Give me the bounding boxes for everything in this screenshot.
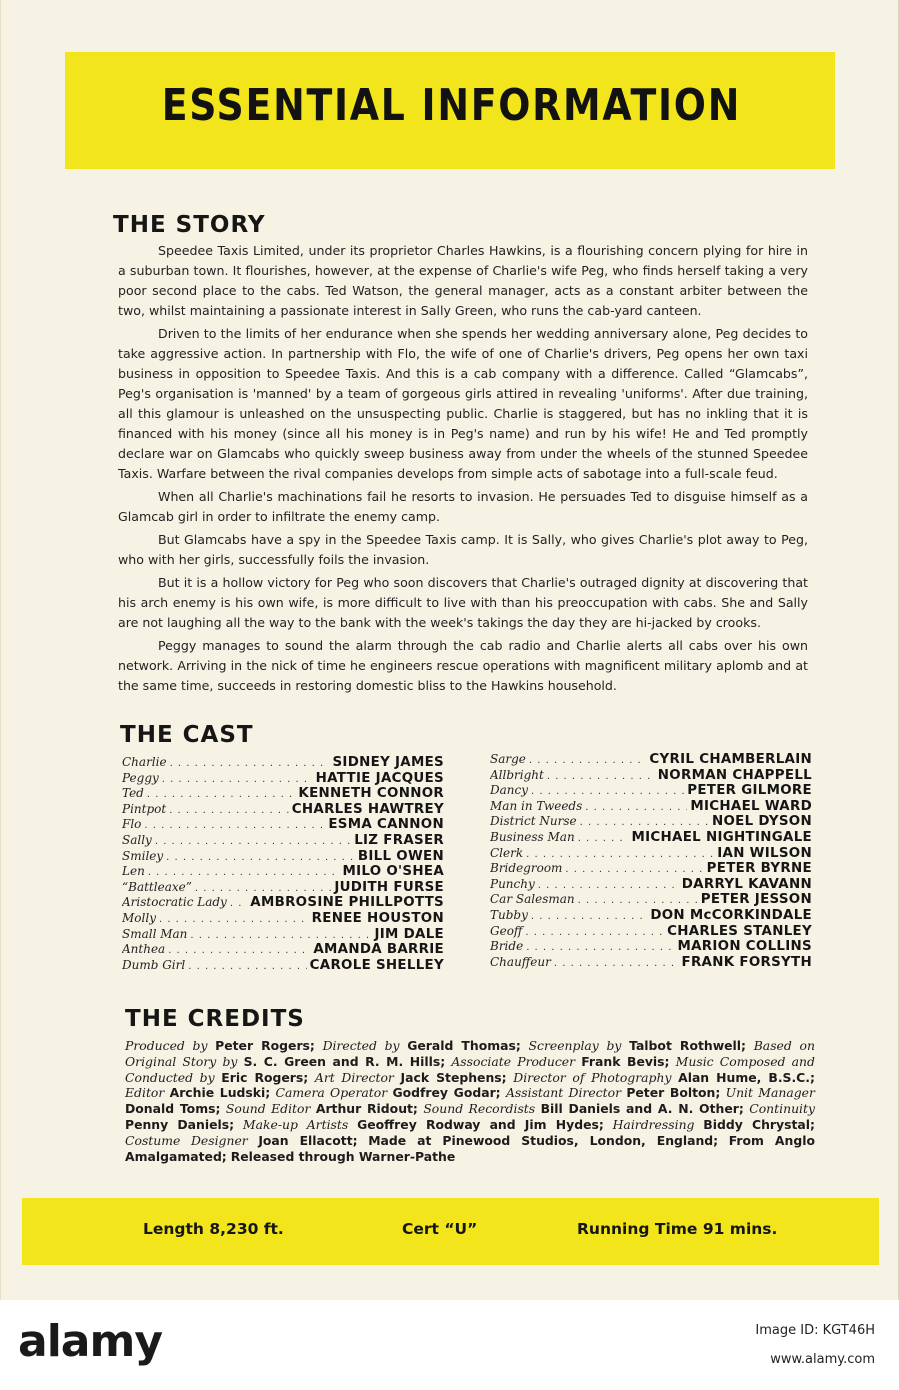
cast-actor: HATTIE JACQUES [315,770,444,786]
credits-heading: THE CREDITS [125,1006,305,1032]
dot-leader [195,883,331,894]
credit-role: Costume Designer [125,1132,248,1148]
credit-role: Hairdressing [612,1116,695,1132]
cast-list-left [122,755,444,973]
cast-role: Smiley [122,848,164,863]
cast-row [122,771,444,787]
dot-leader [526,942,674,953]
cast-actor: AMBROSINE PHILLPOTTS [250,895,444,911]
cast-row [122,864,444,880]
cast-role: Man in Tweeds [490,798,583,813]
credits-body [125,1038,815,1164]
dot-leader [531,911,647,922]
cast-row [122,911,444,927]
credit-name: Jack Stephens; [400,1069,507,1085]
cast-actor: RENEE HOUSTON [311,910,444,926]
cast-role: Business Man [490,829,575,844]
credit-name: Frank Bevis; [581,1053,670,1069]
cast-role: District Nurse [490,814,577,829]
cast-role: Molly [122,910,156,925]
cast-row [122,755,444,771]
watermark-image-id: Image ID: KGT46H [755,1323,875,1338]
cast-actor: ESMA CANNON [328,817,444,833]
dot-leader [578,895,698,906]
credit-name: From Anglo Amalgamated; [125,1132,815,1164]
story-paragraph: Driven to the limits of her endurance when she spends her wedding anniversary alone, Peg decides to take aggressive action. In partnership with Flo, the wife of one of Charlie's drivers, Peg opens her own taxi business in opposition to Speedee Taxis. And this is a cab company with a difference. Called “Glamcabs”, Peg's organisation is 'manned' by a team of gorgeous girls attired in revealing 'uniforms'. After due training, all this glamour is unleashed on the unsuspecting public. Charlie is staggered, but has no inkling that it is financed with his money (since all his money is in Peg's name) and run by his wife! He and Ted promptly declare war on Glamcabs who quickly sweep business away from under the wheels of the stunned Speedee Taxis. Warfare between the rival companies develops from simple acts of sabotage into a full-scale feud. [118,326,808,481]
dot-leader [554,958,679,969]
cast-actor: BILL OWEN [357,848,444,864]
cast-actor: KENNETH CONNOR [298,786,444,802]
credit-name: Biddy Chrystal; [703,1116,815,1132]
credit-role: Make-up Artists [242,1116,349,1132]
story-paragraph: Peggy manages to sound the alarm through the cab radio and Charlie alerts all cabs over his own network. Arriving in the nick of time he engineers rescue operations with magnificent military aplomb and at the same time, succeeds in restoring domestic bliss to the Hawkins household. [118,638,808,693]
cast-row [490,814,812,830]
story-heading: THE STORY [113,212,266,238]
credit-role: Produced by [125,1038,208,1053]
cast-row [490,768,812,784]
cast-heading: THE CAST [120,722,254,748]
cast-actor: DON McCORKINDALE [650,907,812,923]
cast-list-right [490,752,812,970]
cast-actor: CHARLES STANLEY [667,923,812,939]
cast-row [122,849,444,865]
cast-role: Bride [490,939,524,954]
cast-row [122,958,444,974]
credit-name: Talbot Rothwell; [629,1038,747,1053]
credit-name: Archie Ludski; [169,1085,271,1101]
cast-actor: PETER GILMORE [687,783,812,799]
cast-actor: MICHAEL WARD [690,798,812,814]
cast-role: Pintpot [122,801,167,816]
cast-role: Charlie [122,755,167,769]
credit-name: Made at Pinewood Studios, London, England; [368,1132,719,1148]
cast-row [122,817,444,833]
dot-leader [190,930,371,941]
credit-name: Eric Rogers; [221,1069,309,1085]
cast-role: Anthea [122,942,166,957]
cast-actor: SIDNEY JAMES [332,755,444,770]
cast-row [490,877,812,893]
watermark-url: www.alamy.com [770,1352,875,1367]
cast-row [122,786,444,802]
credit-role: Editor [125,1085,165,1101]
dot-leader [170,758,330,769]
story-paragraph: But it is a hollow victory for Peg who soon discovers that Charlie's outraged dignity at discovering that his arch enemy is his own wife, is more difficult to live with than his preoccupation with cabs. She and Sally are not laughing all the way to the bank with the week's takings the day they are hi-jacked by crooks. [118,575,808,630]
story-body [118,241,808,699]
dot-leader [526,849,714,860]
cast-row [122,880,444,896]
cast-actor: NORMAN CHAPPELL [657,767,812,783]
cast-role: Tubby [490,907,528,922]
dot-leader [166,852,355,863]
running-time: Running Time 91 mins. [577,1220,778,1238]
dot-leader [169,805,289,816]
credit-role: Sound Recordists [423,1101,536,1117]
cast-role: Aristocratic Lady [122,895,227,910]
dot-leader [585,802,687,813]
dot-leader [531,786,684,797]
credit-role: Director of Photography [513,1069,672,1085]
cast-role: Punchy [490,876,535,891]
watermark-logo: alamy [18,1316,162,1367]
film-length: Length 8,230 ft. [143,1220,284,1238]
cast-role: Dancy [490,783,529,798]
credit-role: Sound Editor [225,1101,311,1117]
credit-name: Peter Bolton; [626,1085,721,1101]
dot-leader [580,817,709,828]
cast-row [490,939,812,955]
page-title: ESSENTIAL INFORMATION [161,80,742,131]
credit-role: Directed by [322,1038,400,1053]
credit-name: Arthur Ridout; [315,1101,418,1117]
story-paragraph: But Glamcabs have a spy in the Speedee Taxis camp. It is Sally, who gives Charlie's plot away to Peg, who with her girls, successfully foils the invasion. [118,532,808,567]
cast-role: “Battleaxe” [122,879,192,894]
credit-role: Screenplay by [528,1038,622,1053]
cast-role: Sally [122,832,152,847]
cast-actor: IAN WILSON [717,845,812,861]
story-paragraph: When all Charlie's machinations fail he resorts to invasion. He persuades Ted to disguise himself as a Glamcab girl in order to infiltrate the enemy camp. [118,489,808,524]
dot-leader [147,789,296,800]
credit-name: Alan Hume, B.S.C.; [678,1069,815,1085]
cast-role: Ted [122,786,144,801]
cast-row [122,942,444,958]
credit-role: Associate Producer [451,1053,576,1069]
film-certificate: Cert “U” [402,1220,478,1238]
dot-leader [565,864,703,875]
cast-row [122,895,444,911]
credit-role: Camera Operator [275,1085,388,1101]
cast-role: Len [122,864,145,879]
cast-actor: JUDITH FURSE [334,879,444,895]
dot-leader [529,755,647,766]
credit-role: Based on Original Story by [125,1038,815,1069]
dot-leader [155,836,351,847]
cast-actor: DARRYL KAVANN [681,876,812,892]
credit-name: Geoffrey Rodway and Jim Hydes; [357,1116,604,1132]
cast-row [490,846,812,862]
dot-leader [188,961,306,972]
cast-row [490,752,812,768]
cast-role: Small Man [122,926,188,941]
cast-actor: CAROLE SHELLEY [309,957,444,973]
cast-row [490,799,812,815]
dot-leader [159,914,309,925]
credit-role: Music Composed and Conducted by [125,1053,815,1085]
credit-role: Assistant Director [505,1085,622,1101]
credit-name: Gerald Thomas; [407,1038,521,1053]
cast-row [490,892,812,908]
cast-role: Flo [122,817,142,832]
cast-actor: FRANK FORSYTH [681,954,812,970]
cast-actor: JIM DALE [374,926,444,942]
cast-actor: LIZ FRASER [354,832,444,848]
credit-name: Godfrey Godar; [392,1085,501,1101]
cast-row [122,833,444,849]
credit-name: Penny Daniels; [125,1116,235,1132]
cast-actor: CHARLES HAWTREY [291,801,444,817]
credit-name: Peter Rogers; [215,1038,315,1053]
cast-role: Geoff [490,923,523,938]
credit-role: Continuity [749,1101,815,1117]
cast-actor: MILO O'SHEA [342,864,444,880]
cast-actor: PETER JESSON [700,892,812,908]
credit-name: Donald Toms; [125,1101,221,1117]
story-paragraph: Speedee Taxis Limited, under its proprietor Charles Hawkins, is a flourishing concern plying for hire in a suburban town. It flourishes, however, at the expense of Charlie's wife Peg, who finds herself taking a very poor second place to the cabs. Ted Watson, the general manager, acts as a constant arbiter between the two, whilst maintaining a passionate interest in Sally Green, who runs the cab-yard canteen. [118,243,808,318]
cast-row [490,924,812,940]
dot-leader [168,945,310,956]
cast-row [490,783,812,799]
dot-leader [230,898,247,909]
cast-row [490,830,812,846]
cast-role: Car Salesman [490,892,575,907]
dot-leader [525,927,664,938]
dot-leader [144,820,325,831]
credit-name: Bill Daniels and A. N. Other; [540,1101,744,1117]
cast-actor: AMANDA BARRIE [313,942,444,958]
cast-role: Clerk [490,845,524,860]
cast-role: Bridegroom [490,861,563,876]
dot-leader [162,774,313,785]
dot-leader [538,880,679,891]
cast-role: Allbright [490,767,544,782]
dot-leader [547,771,655,782]
cast-actor: MICHAEL NIGHTINGALE [631,829,812,845]
cast-row [490,861,812,877]
cast-actor: NOEL DYSON [711,814,812,830]
credit-role: Unit Manager [725,1085,815,1101]
cast-actor: CYRIL CHAMBERLAIN [649,752,812,767]
cast-role: Dumb Girl [122,957,186,972]
cast-row [122,927,444,943]
cast-row [122,802,444,818]
credit-role: Art Director [314,1069,394,1085]
cast-role: Sarge [490,752,526,766]
cast-role: Peggy [122,770,159,785]
cast-actor: MARION COLLINS [677,939,812,955]
cast-role: Chauffeur [490,954,551,969]
cast-row [490,908,812,924]
dot-leader [578,833,629,844]
cast-actor: PETER BYRNE [706,861,812,877]
cast-row [490,955,812,971]
credit-name: Joan Ellacott; [258,1132,358,1148]
credit-name: S. C. Green and R. M. Hills; [243,1053,446,1069]
credit-name: Released through Warner-Pathe [230,1148,456,1164]
dot-leader [148,867,340,878]
